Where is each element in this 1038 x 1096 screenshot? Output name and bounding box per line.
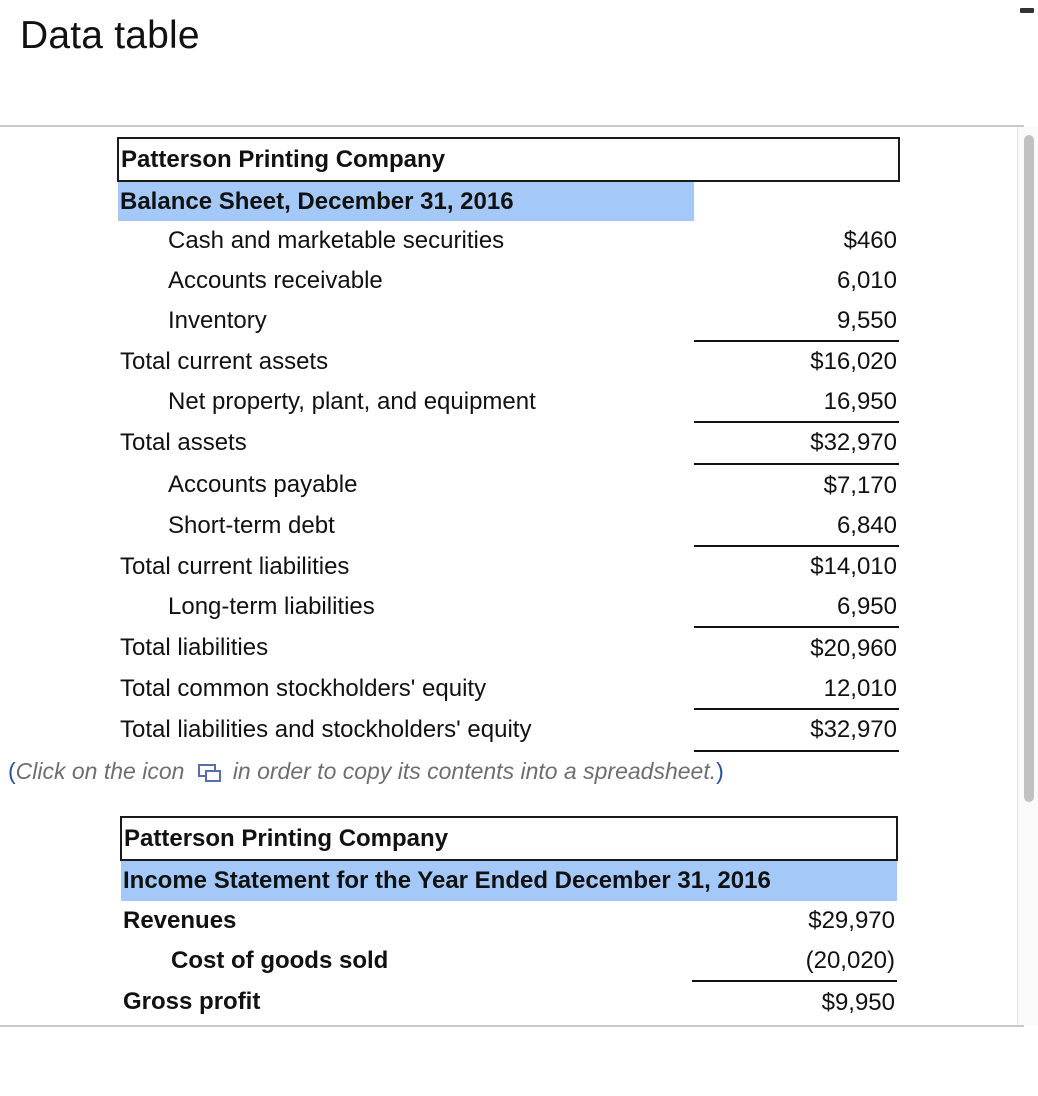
row-value: 6,950 bbox=[836, 592, 897, 620]
row-value: 6,010 bbox=[836, 267, 897, 294]
dialog-title: Data table bbox=[20, 14, 200, 57]
row-value: $460 bbox=[843, 227, 897, 254]
row-value: $14,010 bbox=[694, 546, 899, 587]
table-row bbox=[121, 901, 897, 941]
row-value: $32,970 bbox=[694, 422, 899, 464]
row-value: $9,950 bbox=[692, 981, 897, 1023]
row-label: Cost of goods sold bbox=[171, 947, 389, 974]
row-label: Total liabilities bbox=[120, 634, 269, 661]
copy-note-text: Click on the icon bbox=[15, 758, 185, 784]
close-paren: ) bbox=[716, 758, 724, 784]
statement-period: Balance Sheet, December 31, 2016 bbox=[118, 181, 694, 221]
table-row bbox=[118, 587, 899, 627]
minimize-icon[interactable] bbox=[1020, 8, 1034, 13]
row-label: Net property, plant, and equipment bbox=[168, 388, 536, 415]
table-row bbox=[118, 506, 899, 546]
table-row bbox=[118, 382, 899, 422]
row-value: 12,010 bbox=[823, 674, 897, 702]
row-label: Total current assets bbox=[120, 347, 329, 375]
row-label: Accounts payable bbox=[168, 471, 358, 498]
row-value: 16,950 bbox=[823, 387, 897, 415]
table-row bbox=[118, 301, 899, 341]
row-label: Short-term debt bbox=[168, 512, 335, 539]
header-divider bbox=[0, 125, 1024, 127]
row-label: Gross profit bbox=[123, 988, 261, 1015]
table-row bbox=[121, 981, 897, 1023]
row-value: $29,970 bbox=[808, 907, 895, 934]
row-label: Long-term liabilities bbox=[168, 593, 375, 620]
open-paren: ( bbox=[8, 758, 16, 784]
copy-note-text-2: in order to copy its contents into a spreadsheet. bbox=[232, 758, 717, 784]
table-period-row bbox=[121, 860, 897, 901]
table-row bbox=[118, 546, 899, 587]
row-value: 6,840 bbox=[836, 511, 897, 539]
row-label: Accounts receivable bbox=[168, 267, 383, 294]
statement-period: Income Statement for the Year Ended December 31, 2016 bbox=[121, 860, 897, 901]
table-row bbox=[121, 941, 897, 981]
row-label: Total assets bbox=[120, 429, 247, 456]
table-row bbox=[118, 221, 899, 261]
table-row bbox=[118, 341, 899, 382]
row-value: $32,970 bbox=[694, 709, 899, 751]
row-value: (20,020) bbox=[805, 946, 895, 974]
table-header-row bbox=[121, 817, 897, 860]
table-row bbox=[118, 709, 899, 751]
row-label: Total common stockholders' equity bbox=[120, 675, 487, 702]
row-label: Cash and marketable securities bbox=[168, 227, 505, 254]
row-label: Revenues bbox=[123, 907, 237, 934]
footer-divider bbox=[0, 1025, 1024, 1027]
row-value: 9,550 bbox=[836, 306, 897, 334]
table-row bbox=[118, 422, 899, 464]
copy-spreadsheet-icon[interactable] bbox=[197, 763, 221, 781]
row-label: Total current liabilities bbox=[120, 552, 350, 580]
row-value: $20,960 bbox=[694, 627, 899, 669]
row-label: Total liabilities and stockholders' equity bbox=[120, 715, 532, 743]
income-statement-table bbox=[120, 816, 898, 1023]
table-period-row bbox=[118, 181, 899, 221]
scrollbar-thumb[interactable] bbox=[1024, 135, 1034, 802]
table-row bbox=[118, 261, 899, 301]
copy-instructions bbox=[8, 758, 724, 785]
table-header-row bbox=[118, 138, 899, 181]
row-value: $16,020 bbox=[694, 341, 899, 382]
company-name: Patterson Printing Company bbox=[118, 138, 899, 181]
table-row bbox=[118, 464, 899, 506]
company-name: Patterson Printing Company bbox=[121, 817, 897, 860]
table-row bbox=[118, 669, 899, 709]
row-value: $7,170 bbox=[694, 464, 899, 506]
row-label: Inventory bbox=[168, 307, 267, 334]
table-row bbox=[118, 627, 899, 669]
balance-sheet-table bbox=[117, 137, 900, 752]
